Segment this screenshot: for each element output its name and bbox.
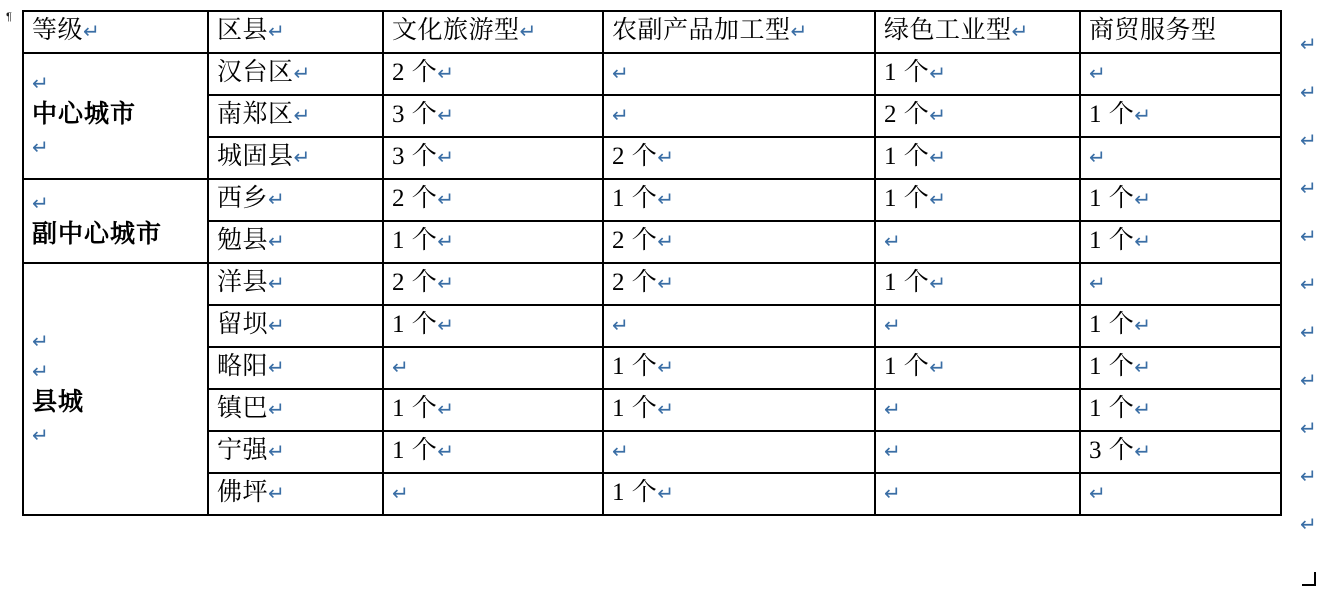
table-row <box>23 137 1281 179</box>
header-label-culture-tourism: 文化旅游型 <box>392 17 520 44</box>
value-label: 1 个 <box>1089 395 1135 422</box>
paragraph-mark: ↵ <box>293 103 311 127</box>
county-cell <box>208 53 383 95</box>
table-row <box>23 347 1281 389</box>
value-cell-green-industry <box>875 305 1080 347</box>
county-cell <box>208 221 383 263</box>
paragraph-mark: ↵ <box>1300 272 1317 296</box>
paragraph-mark: ↵ <box>1089 271 1106 295</box>
paragraph-mark: ↵ <box>268 187 285 211</box>
paragraph-mark: ↵ <box>32 135 49 159</box>
county-cell <box>208 179 383 221</box>
paragraph-mark: ↵ <box>657 271 675 295</box>
value-cell-culture-tourism <box>383 347 603 389</box>
table-row <box>23 221 1281 263</box>
value-cell-commerce-service <box>1080 53 1281 95</box>
value-cell-green-industry <box>875 347 1080 389</box>
value-cell-green-industry <box>875 389 1080 431</box>
paragraph-mark: ↵ <box>929 187 947 211</box>
table-row <box>23 431 1281 473</box>
header-label-agri-processing: 农副产品加工型 <box>612 17 791 44</box>
paragraph-mark: ↵ <box>268 271 285 295</box>
value-cell-agri-processing <box>603 389 875 431</box>
paragraph-mark: ↵ <box>1134 313 1152 337</box>
paragraph-mark: ↵ <box>1300 368 1317 392</box>
paragraph-mark: ↵ <box>657 481 675 505</box>
paragraph-mark: ↵ <box>884 313 901 337</box>
paragraph-mark: ↵ <box>790 19 808 43</box>
paragraph-mark: ↵ <box>929 103 947 127</box>
value-cell-agri-processing <box>603 53 875 95</box>
paragraph-mark: ↵ <box>1300 32 1317 56</box>
header-label-grade: 等级 <box>32 17 84 44</box>
paragraph-mark: ↵ <box>1300 224 1317 248</box>
paragraph-mark: ↵ <box>392 481 409 505</box>
grade-label: 副中心城市 <box>32 221 163 248</box>
value-cell-green-industry <box>875 95 1080 137</box>
paragraph-mark: ↵ <box>929 355 947 379</box>
paragraph-mark: ↵ <box>1300 128 1317 152</box>
value-label: 2 个 <box>392 269 438 296</box>
value-label: 1 个 <box>612 395 658 422</box>
county-cell <box>208 263 383 305</box>
value-cell-culture-tourism <box>383 431 603 473</box>
value-cell-agri-processing <box>603 347 875 389</box>
paragraph-mark: ↵ <box>268 397 285 421</box>
value-cell-culture-tourism <box>383 473 603 515</box>
paragraph-mark: ↵ <box>884 481 901 505</box>
paragraph-mark: ↵ <box>1089 145 1106 169</box>
county-cell <box>208 137 383 179</box>
paragraph-mark: ↵ <box>1089 61 1106 85</box>
value-label: 3 个 <box>392 143 438 170</box>
value-cell-commerce-service <box>1080 179 1281 221</box>
value-label: 2 个 <box>392 185 438 212</box>
value-label: 1 个 <box>1089 101 1135 128</box>
paragraph-mark: ↵ <box>1134 103 1152 127</box>
value-label: 2 个 <box>884 101 930 128</box>
paragraph-mark: ↵ <box>612 313 629 337</box>
paragraph-mark: ↵ <box>1134 355 1152 379</box>
paragraph-mark: ↵ <box>657 229 675 253</box>
paragraph-mark: ↵ <box>929 145 947 169</box>
paragraph-mark: ↵ <box>392 355 409 379</box>
table-header-row <box>23 11 1281 53</box>
paragraph-mark: ↵ <box>32 71 49 95</box>
value-label: 2 个 <box>392 59 438 86</box>
value-cell-commerce-service <box>1080 305 1281 347</box>
value-label: 1 个 <box>392 311 438 338</box>
paragraph-mark: ↵ <box>929 61 947 85</box>
value-label: 2 个 <box>612 227 658 254</box>
value-label: 1 个 <box>884 269 930 296</box>
value-cell-culture-tourism <box>383 221 603 263</box>
county-cell <box>208 473 383 515</box>
paragraph-mark: ↵ <box>437 397 455 421</box>
value-label: 1 个 <box>1089 227 1135 254</box>
header-cell-county <box>208 11 383 53</box>
paragraph-mark: ↵ <box>1011 19 1029 43</box>
value-label: 1 个 <box>1089 185 1135 212</box>
paragraph-mark: ↵ <box>1300 80 1317 104</box>
value-cell-commerce-service <box>1080 347 1281 389</box>
value-cell-commerce-service <box>1080 137 1281 179</box>
value-label: 1 个 <box>392 437 438 464</box>
paragraph-mark: ↵ <box>612 61 629 85</box>
paragraph-mark: ↵ <box>268 355 285 379</box>
table-row <box>23 389 1281 431</box>
value-cell-green-industry <box>875 179 1080 221</box>
paragraph-mark: ↵ <box>32 329 49 353</box>
paragraph-mark: ↵ <box>612 439 629 463</box>
county-cell <box>208 389 383 431</box>
table-row <box>23 95 1281 137</box>
county-label: 南郑区 <box>217 101 294 128</box>
value-cell-culture-tourism <box>383 263 603 305</box>
table-row <box>23 179 1281 221</box>
paragraph-mark: ↵ <box>268 19 285 43</box>
paragraph-mark: ↵ <box>884 229 901 253</box>
value-cell-culture-tourism <box>383 305 603 347</box>
value-label: 2 个 <box>612 269 658 296</box>
paragraph-mark: ↵ <box>884 439 901 463</box>
paragraph-mark: ↵ <box>32 359 49 383</box>
header-cell-green-industry <box>875 11 1080 53</box>
value-cell-agri-processing <box>603 431 875 473</box>
value-cell-agri-processing <box>603 179 875 221</box>
paragraph-mark: ↵ <box>437 187 455 211</box>
value-cell-commerce-service <box>1080 221 1281 263</box>
paragraph-mark: ↵ <box>268 229 285 253</box>
value-label: 1 个 <box>884 143 930 170</box>
paragraph-mark: ↵ <box>1134 229 1152 253</box>
value-cell-commerce-service <box>1080 263 1281 305</box>
paragraph-mark: ↵ <box>657 187 675 211</box>
paragraph-mark: ↵ <box>293 145 311 169</box>
paragraph-mark: ↵ <box>657 145 675 169</box>
value-label: 1 个 <box>612 479 658 506</box>
value-cell-agri-processing <box>603 95 875 137</box>
paragraph-mark: ↵ <box>612 103 629 127</box>
paragraph-mark: ↵ <box>1300 176 1317 200</box>
paragraph-mark: ↵ <box>32 423 49 447</box>
value-label: 3 个 <box>1089 437 1135 464</box>
county-cell <box>208 305 383 347</box>
value-cell-commerce-service <box>1080 431 1281 473</box>
paragraph-mark: ↵ <box>437 229 455 253</box>
paragraph-mark: ↵ <box>1134 439 1152 463</box>
paragraph-mark: ↵ <box>1300 464 1317 488</box>
paragraph-mark-top: ¶ <box>6 11 12 23</box>
paragraph-mark: ↵ <box>1300 416 1317 440</box>
paragraph-mark: ↵ <box>884 397 901 421</box>
header-label-commerce-service: 商贸服务型 <box>1089 17 1217 44</box>
table-row <box>23 53 1281 95</box>
value-label: 1 个 <box>612 185 658 212</box>
grade-label: 县城 <box>32 389 85 416</box>
paragraph-mark: ↵ <box>437 439 455 463</box>
value-cell-commerce-service <box>1080 95 1281 137</box>
paragraph-mark: ↵ <box>1134 187 1152 211</box>
grade-cell-sub-center-city <box>23 179 208 263</box>
value-cell-agri-processing <box>603 137 875 179</box>
paragraph-mark: ↵ <box>1300 512 1317 536</box>
value-label: 1 个 <box>1089 311 1135 338</box>
paragraph-mark: ↵ <box>293 61 311 85</box>
value-cell-green-industry <box>875 221 1080 263</box>
header-cell-culture-tourism <box>383 11 603 53</box>
document-page <box>0 10 1320 608</box>
county-label: 洋县 <box>217 269 269 296</box>
value-cell-commerce-service <box>1080 473 1281 515</box>
value-cell-green-industry <box>875 53 1080 95</box>
paragraph-mark: ↵ <box>437 103 455 127</box>
paragraph-mark: ↵ <box>437 61 455 85</box>
value-label: 1 个 <box>884 353 930 380</box>
city-type-table <box>22 10 1282 516</box>
paragraph-mark: ↵ <box>437 313 455 337</box>
value-label: 1 个 <box>884 59 930 86</box>
value-cell-culture-tourism <box>383 53 603 95</box>
paragraph-mark: ↵ <box>268 313 285 337</box>
value-cell-green-industry <box>875 473 1080 515</box>
header-cell-agri-processing <box>603 11 875 53</box>
grade-cell-center-city <box>23 53 208 179</box>
county-label: 镇巴 <box>217 395 269 422</box>
header-label-green-industry: 绿色工业型 <box>884 17 1012 44</box>
value-cell-culture-tourism <box>383 389 603 431</box>
value-cell-agri-processing <box>603 221 875 263</box>
county-label: 宁强 <box>217 437 269 464</box>
paragraph-mark: ↵ <box>83 19 100 43</box>
county-label: 佛坪 <box>217 479 269 506</box>
paragraph-mark: ↵ <box>929 271 947 295</box>
county-label: 西乡 <box>217 185 269 212</box>
paragraph-mark: ↵ <box>519 19 537 43</box>
value-cell-commerce-service <box>1080 389 1281 431</box>
grade-label: 中心城市 <box>32 101 137 128</box>
table-row <box>23 263 1281 305</box>
header-cell-grade <box>23 11 208 53</box>
page-corner-marker <box>1302 572 1316 586</box>
value-label: 1 个 <box>1089 353 1135 380</box>
paragraph-mark: ↵ <box>1134 397 1152 421</box>
paragraph-mark: ↵ <box>657 397 675 421</box>
value-cell-culture-tourism <box>383 137 603 179</box>
paragraph-mark: ↵ <box>268 439 285 463</box>
paragraph-mark: ↵ <box>437 145 455 169</box>
value-label: 2 个 <box>612 143 658 170</box>
value-label: 3 个 <box>392 101 438 128</box>
header-cell-commerce-service <box>1080 11 1281 53</box>
value-label: 1 个 <box>392 227 438 254</box>
value-label: 1 个 <box>884 185 930 212</box>
value-label: 1 个 <box>612 353 658 380</box>
paragraph-mark: ↵ <box>1089 481 1106 505</box>
county-cell <box>208 347 383 389</box>
paragraph-mark: ↵ <box>437 271 455 295</box>
paragraph-mark: ↵ <box>268 481 285 505</box>
value-cell-agri-processing <box>603 473 875 515</box>
header-label-county: 区县 <box>217 17 269 44</box>
county-label: 勉县 <box>217 227 269 254</box>
paragraph-mark: ↵ <box>1300 320 1317 344</box>
county-label: 城固县 <box>217 143 294 170</box>
value-cell-green-industry <box>875 431 1080 473</box>
paragraph-mark: ↵ <box>657 355 675 379</box>
value-cell-culture-tourism <box>383 179 603 221</box>
county-label: 略阳 <box>217 353 269 380</box>
right-margin-paragraph-marks <box>1300 20 1320 548</box>
value-cell-agri-processing <box>603 263 875 305</box>
value-cell-agri-processing <box>603 305 875 347</box>
grade-cell-county-town <box>23 263 208 515</box>
value-cell-culture-tourism <box>383 95 603 137</box>
table-row <box>23 305 1281 347</box>
value-cell-green-industry <box>875 263 1080 305</box>
county-label: 汉台区 <box>217 59 294 86</box>
county-cell <box>208 431 383 473</box>
county-label: 留坝 <box>217 311 269 338</box>
paragraph-mark: ↵ <box>32 191 49 215</box>
value-cell-green-industry <box>875 137 1080 179</box>
value-label: 1 个 <box>392 395 438 422</box>
table-row <box>23 473 1281 515</box>
county-cell <box>208 95 383 137</box>
